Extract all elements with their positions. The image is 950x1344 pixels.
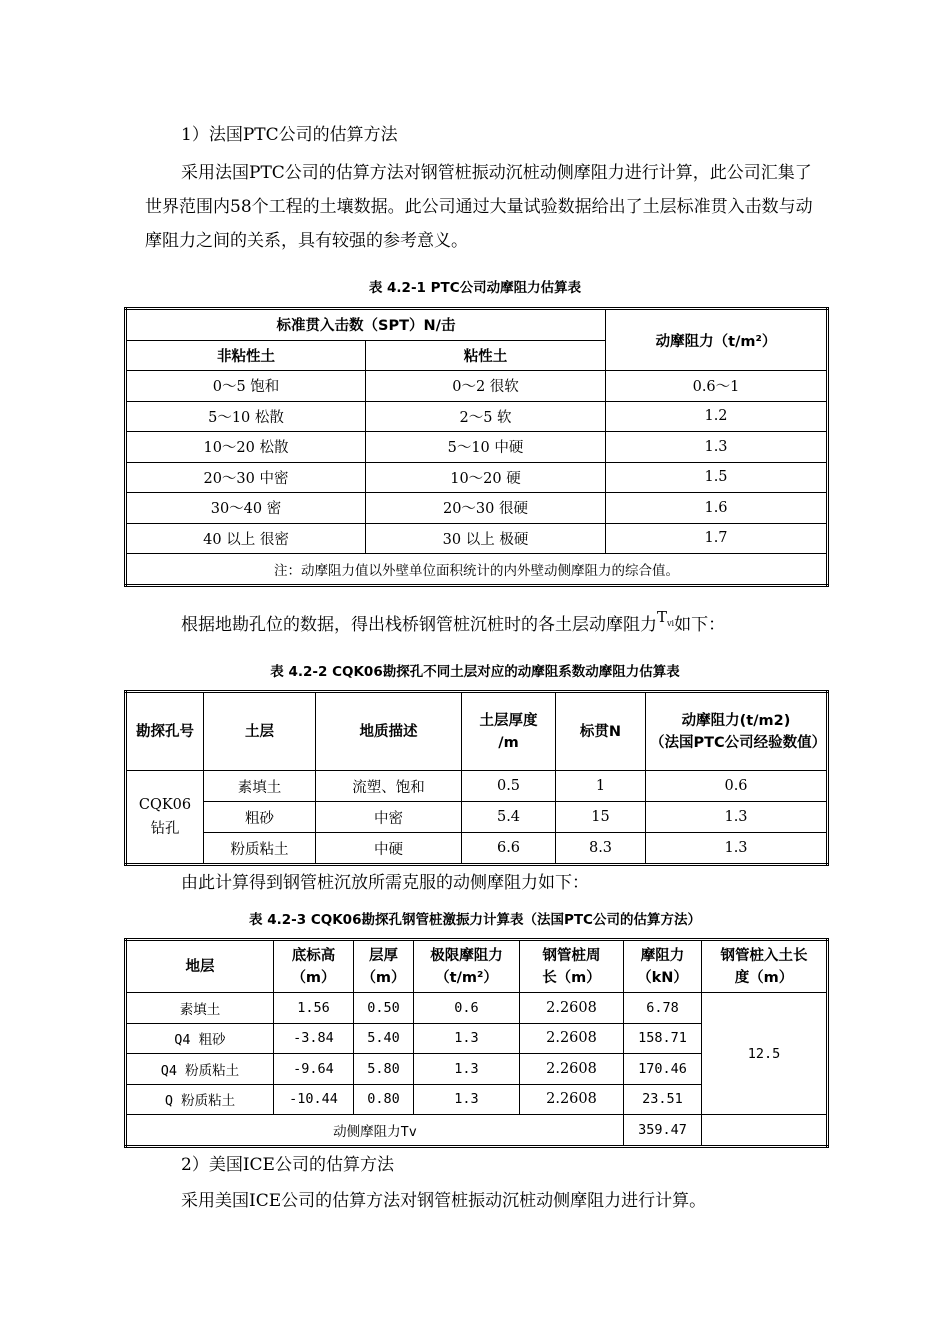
resistance-header: [646, 692, 828, 771]
cell: 10～20 松散: [126, 432, 366, 463]
cell: 1.3: [646, 833, 828, 865]
embed-length-header-l1: 钢管桩入土长: [720, 947, 808, 964]
cell: 2.2608: [520, 1054, 624, 1085]
perimeter-header-l1: 钢管桩周: [542, 947, 601, 964]
desc-header: 地质描述: [316, 692, 462, 771]
table1-note: 注：动摩阻力值以外壁单位面积统计的内外壁动侧摩阻力的综合值。: [126, 554, 828, 586]
friction-header-l2: （kN）: [637, 969, 688, 986]
cell: 0.80: [354, 1084, 414, 1115]
borehole-text-before: 根据地勘孔位的数据，得出栈桥钢管桩沉桩时的各土层动摩阻力: [181, 615, 657, 635]
resistance-header-l2: （法国PTC公司经验数值）: [650, 734, 827, 751]
table-row: [126, 432, 828, 463]
limit-friction-header-l1: 极限摩阻力: [430, 947, 503, 964]
cell: 1.5: [606, 462, 828, 493]
cell: 158.71: [624, 1023, 702, 1054]
cell: 0.6: [646, 771, 828, 802]
total-value-cell: 359.47: [624, 1115, 702, 1147]
cell: Q4 粗砂: [126, 1023, 274, 1054]
hole-type: 钻孔: [150, 821, 180, 837]
thickness-header-l1: 层厚: [369, 947, 398, 964]
elevation-header-l1: 底标高: [291, 947, 336, 964]
thickness-header: [462, 692, 556, 771]
cell: Q4 粉质粘土: [126, 1054, 274, 1085]
cell: 1.6: [606, 493, 828, 524]
tv-symbol-main: T: [657, 608, 668, 626]
cell: 素填土: [204, 771, 316, 802]
cell: 20～30 中密: [126, 462, 366, 493]
cell: 2.2608: [520, 1084, 624, 1115]
spt-header: 标贯N: [556, 692, 646, 771]
tv-symbol-sub: vi: [667, 619, 675, 628]
empty-cell: [702, 1115, 828, 1147]
cell: 15: [556, 802, 646, 833]
cell: 1.3: [414, 1023, 520, 1054]
cell: 10～20 硬: [366, 462, 606, 493]
ptc-intro: 采用法国PTC公司的估算方法对钢管桩振动沉桩动侧摩阻力进行计算，此公司汇集了世界范围内58个工程的土壤数据。此公司通过大量试验数据给出了土层标准贯入击数与动摩阻力之间的关系，具有较强的参考意义。: [145, 163, 813, 251]
cell: 5～10 中硬: [366, 432, 606, 463]
friction-header-l1: 摩阻力: [640, 947, 685, 964]
table-row: [126, 462, 828, 493]
ptc-heading: 1）法国PTC公司的估算方法: [181, 125, 398, 145]
table-row: [126, 493, 828, 524]
table-row: [126, 833, 828, 865]
cohesive-header: 粘性土: [366, 340, 606, 371]
thickness-header-l2: （m）: [361, 969, 406, 986]
table3-caption: 表 4.2-3 CQK06勘探孔钢管桩激振力计算表（法国PTC公司的估算方法）: [249, 912, 701, 928]
cell: 6.78: [624, 993, 702, 1024]
elevation-header-l2: （m）: [291, 969, 336, 986]
total-label-cell: 动侧摩阻力Tv: [126, 1115, 624, 1147]
hole-id: CQK06: [138, 797, 192, 813]
limit-friction-header: [414, 940, 520, 993]
resistance-header: 动摩阻力（t/m²）: [606, 309, 828, 371]
table-row: [126, 1115, 828, 1147]
cell: 0.50: [354, 993, 414, 1024]
cell: 8.3: [556, 833, 646, 865]
cell: 5～10 松散: [126, 401, 366, 432]
cell: 0.6～1: [606, 371, 828, 402]
cell: 1.3: [646, 802, 828, 833]
cell: 1.3: [414, 1084, 520, 1115]
hole-header: 勘探孔号: [126, 692, 204, 771]
cell: 6.6: [462, 833, 556, 865]
cell: 1.56: [274, 993, 354, 1024]
ice-heading: 2）美国ICE公司的估算方法: [181, 1155, 394, 1175]
cell: 40 以上 很密: [126, 523, 366, 554]
cell: 5.4: [462, 802, 556, 833]
layer-header: 土层: [204, 692, 316, 771]
cell: -9.64: [274, 1054, 354, 1085]
cell: 1: [556, 771, 646, 802]
cell: 20～30 很硬: [366, 493, 606, 524]
table-row: [126, 523, 828, 554]
cell: 1.3: [606, 432, 828, 463]
spt-group-header: 标准贯入击数（SPT）N/击: [126, 309, 606, 341]
table-row: [126, 401, 828, 432]
cell: 粗砂: [204, 802, 316, 833]
cell: 中密: [316, 802, 462, 833]
perimeter-header: [520, 940, 624, 993]
borehole-resistance-table: [124, 690, 829, 866]
cell: 1.3: [414, 1054, 520, 1085]
cell: 170.46: [624, 1054, 702, 1085]
table1-caption: 表 4.2-1 PTC公司动摩阻力估算表: [368, 280, 582, 296]
table-row: [126, 802, 828, 833]
cell: Q 粉质粘土: [126, 1084, 274, 1115]
cell: 1.7: [606, 523, 828, 554]
limit-friction-header-l2: （t/m²）: [435, 969, 498, 986]
cell: 23.51: [624, 1084, 702, 1115]
tv-symbol: [657, 608, 674, 626]
cell: 2.2608: [520, 993, 624, 1024]
cell: 30 以上 极硬: [366, 523, 606, 554]
cell: 30～40 密: [126, 493, 366, 524]
elevation-header: [274, 940, 354, 993]
hole-cell: [126, 771, 204, 865]
table2-caption: 表 4.2-2 CQK06勘探孔不同土层对应的动摩阻系数动摩阻力估算表: [270, 664, 680, 680]
cell: 0～5 饱和: [126, 371, 366, 402]
cell: 0.6: [414, 993, 520, 1024]
cell: -3.84: [274, 1023, 354, 1054]
cell: 流塑、饱和: [316, 771, 462, 802]
vibration-force-table: [124, 938, 829, 1148]
cell: 2～5 软: [366, 401, 606, 432]
embed-length-cell: 12.5: [702, 993, 828, 1115]
embed-length-header-l2: 度（m）: [734, 969, 794, 986]
noncohesive-header: 非粘性土: [126, 340, 366, 371]
resistance-header-l1: 动摩阻力(t/m2): [681, 712, 791, 729]
cell: 5.40: [354, 1023, 414, 1054]
cell: 0～2 很软: [366, 371, 606, 402]
stratum-header: 地层: [126, 940, 274, 993]
ice-intro: 采用美国ICE公司的估算方法对钢管桩振动沉桩动侧摩阻力进行计算。: [181, 1191, 707, 1211]
friction-header: [624, 940, 702, 993]
thickness-header: [354, 940, 414, 993]
table-row: [126, 371, 828, 402]
cell: 粉质粘土: [204, 833, 316, 865]
cell: -10.44: [274, 1084, 354, 1115]
table-row: [126, 993, 828, 1024]
cell: 中硬: [316, 833, 462, 865]
cell: 0.5: [462, 771, 556, 802]
cell: 素填土: [126, 993, 274, 1024]
calc-intro: 由此计算得到钢管桩沉放所需克服的动侧摩阻力如下：: [181, 873, 589, 893]
cell: 1.2: [606, 401, 828, 432]
embed-length-header: [702, 940, 828, 993]
borehole-text: [145, 608, 815, 649]
thickness-header-l1: 土层厚度: [479, 712, 538, 729]
cell: 5.80: [354, 1054, 414, 1085]
perimeter-header-l2: 长（m）: [542, 969, 601, 986]
thickness-header-l2: /m: [498, 734, 519, 751]
ptc-resistance-table: [124, 307, 829, 587]
cell: 2.2608: [520, 1023, 624, 1054]
borehole-text-after: 如下：: [674, 615, 726, 635]
table-row: [126, 771, 828, 802]
